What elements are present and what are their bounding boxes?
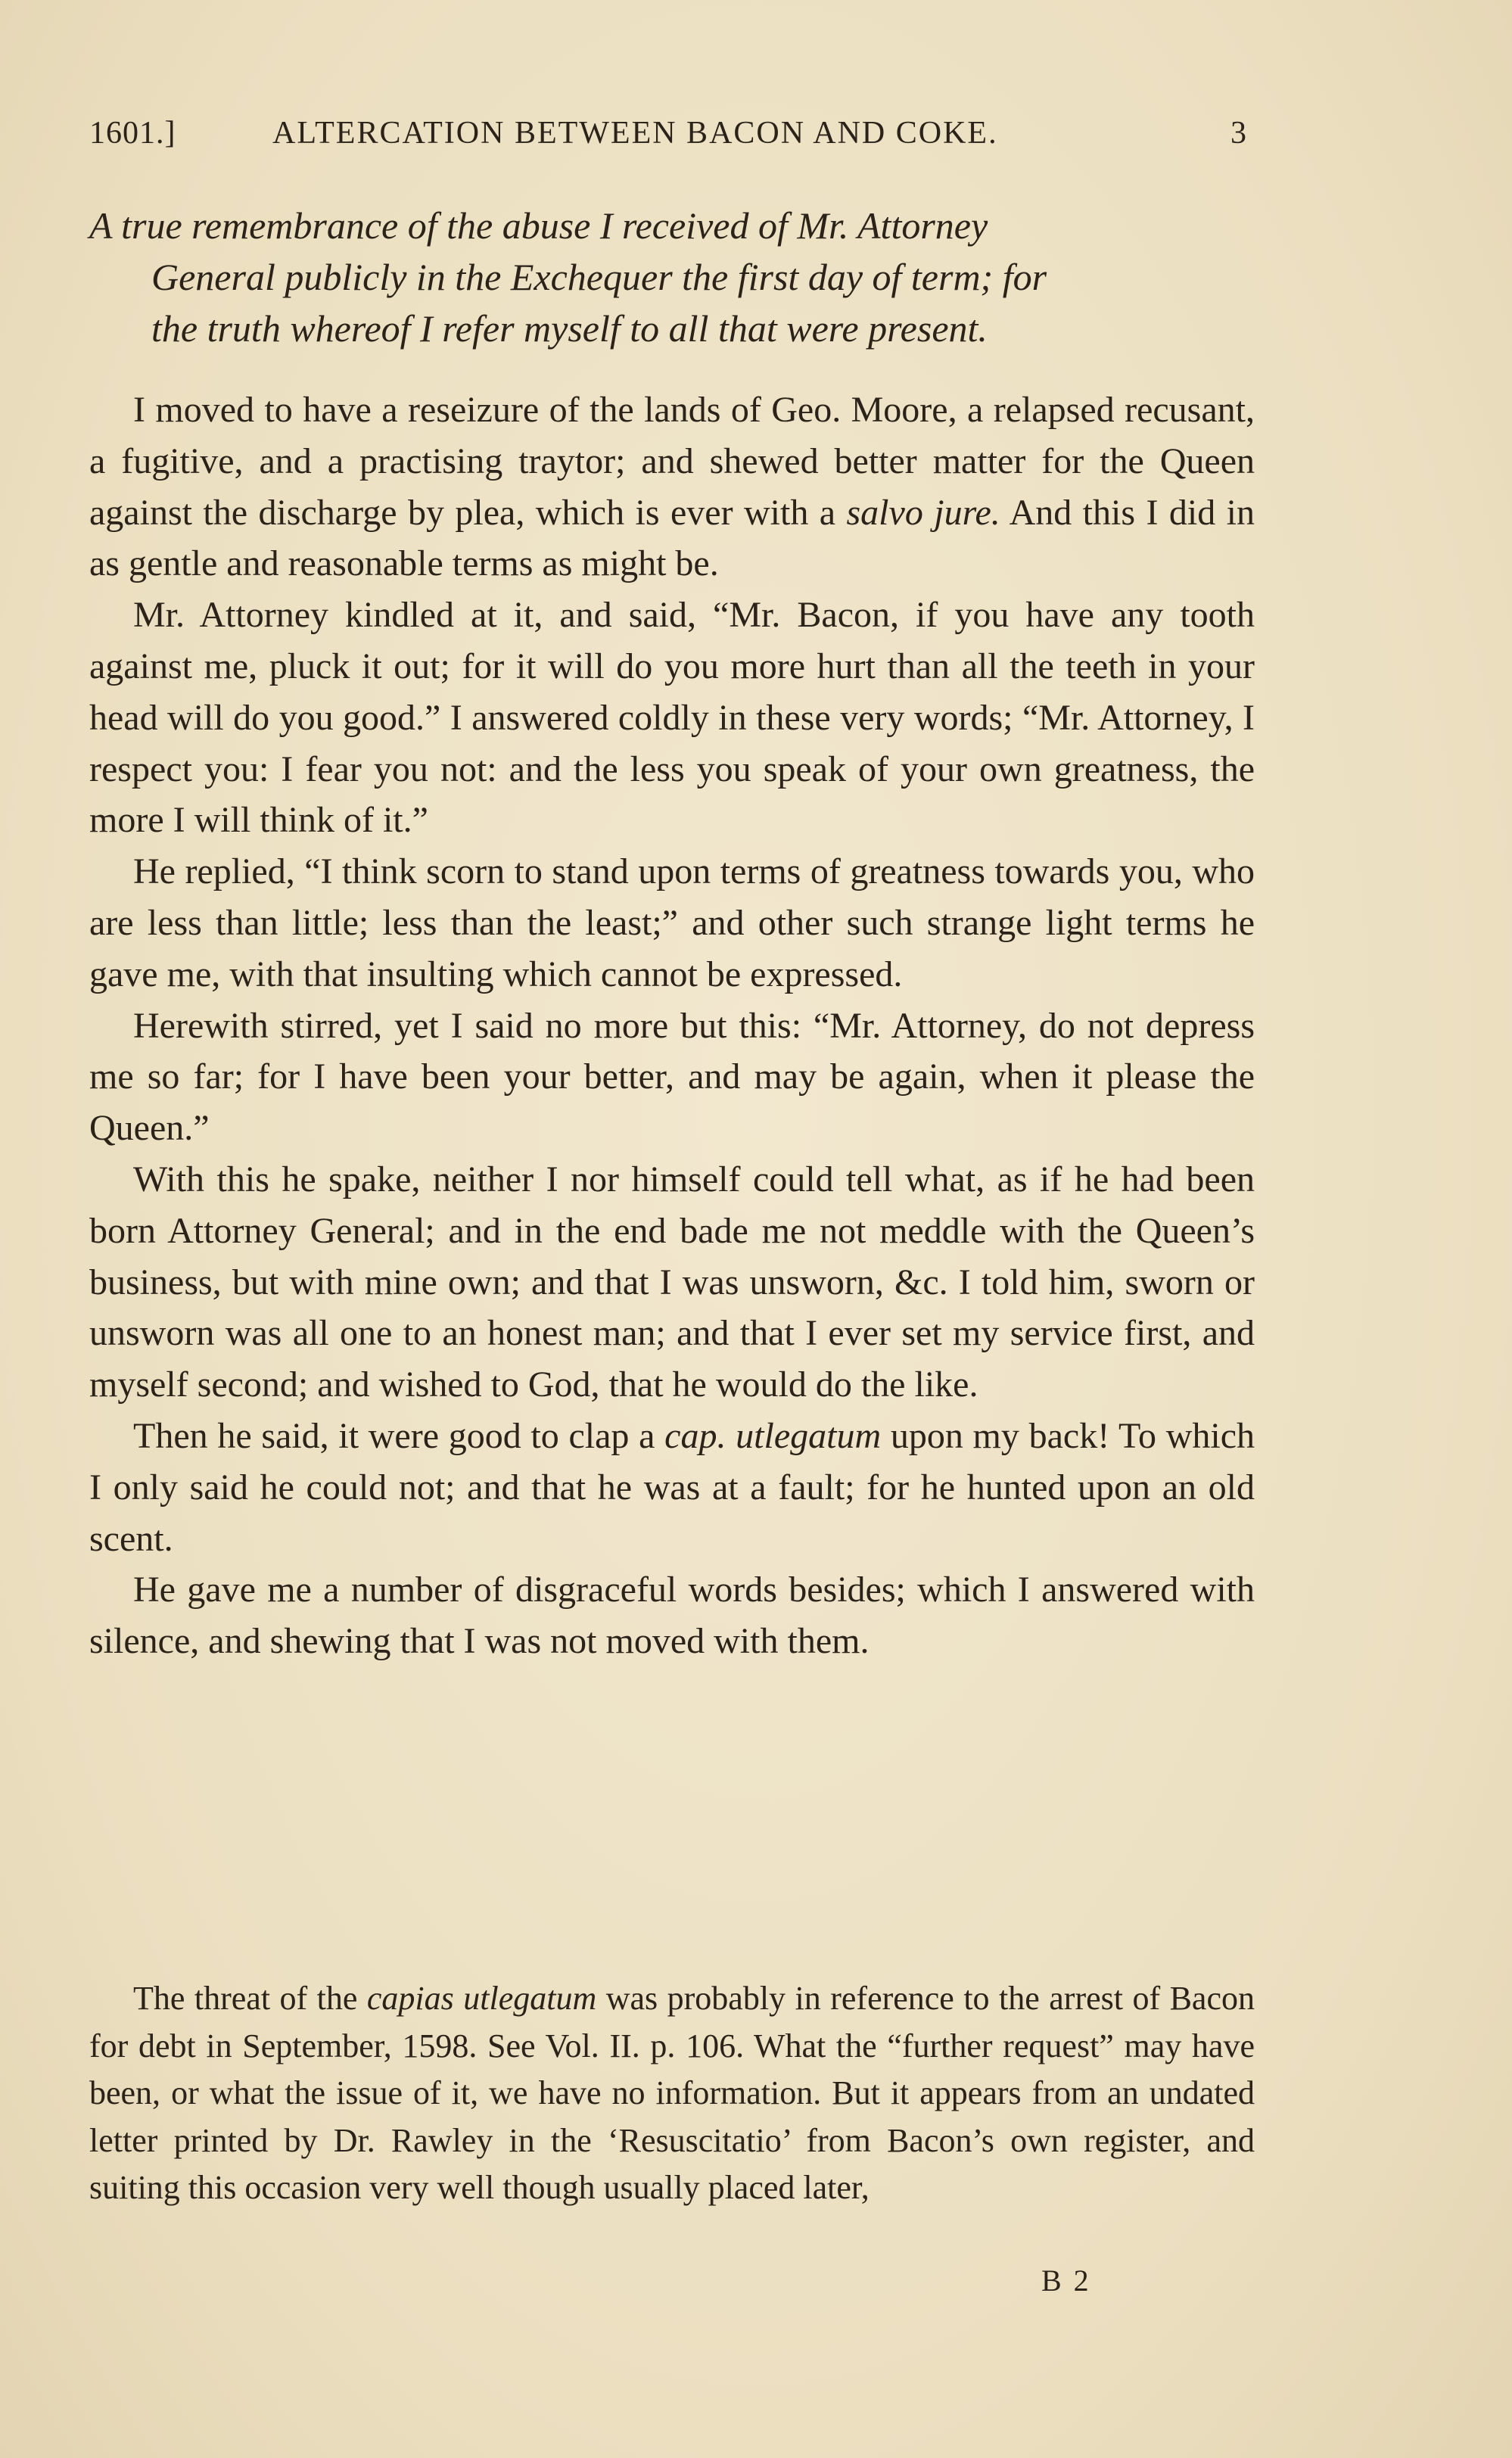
note-italic: capias utlegatum — [366, 1980, 597, 2017]
note-paragraph — [89, 1975, 1255, 2212]
paragraph-6 — [89, 1411, 1255, 1564]
running-title: ALTERCATION BETWEEN BACON AND COKE. — [272, 116, 998, 151]
paragraph-1 — [89, 384, 1255, 590]
editor-note — [89, 1975, 1255, 2212]
paragraph-3: He replied, “I think scorn to stand upon terms of greatness towards you, who are less than little; less than the least;” and other such strange light terms he gave me, with that insulting which cannot be expressed. — [89, 851, 1255, 994]
note-part-2: was probably in reference to the arrest of Bacon for debt in September, 1598. See Vol. II. p. 106. What the “further request” may have been, or what the issue of it, we have no information. But it appears from an undated letter printed by Dr. Rawley in the ‘Resuscitatio’ from Bacon’s own register, and suiting this occasion very well though usually placed later, — [89, 1980, 1255, 2206]
paragraph-6-part-2: upon my back! To which I only said he could not; and that he was at a fault; for he hunted upon an old scent. — [89, 1415, 1255, 1559]
running-header — [89, 115, 1247, 168]
paragraph-1-italic: salvo jure. — [846, 492, 1000, 533]
paragraph-7: He gave me a number of disgraceful words besides; which I answered with silence, and shewing that I was not moved with them. — [89, 1570, 1255, 1662]
page-number: 3 — [1230, 116, 1247, 151]
paragraph-6-italic: cap. utlegatum — [664, 1415, 882, 1456]
paragraph-1-part-1: I moved to have a reseizure of the lands of Geo. Moore, a relapsed recusant, a fugitive, and a practising traytor; and shewed better matter for the Queen against the discharge by plea, which is ever with a — [89, 390, 1255, 533]
heading-line-1: A true remembrance of the abuse I received of Mr. Attorney — [89, 204, 988, 247]
header-year: 1601.] — [89, 116, 176, 151]
section-heading — [89, 200, 1255, 354]
heading-line-2: General publicly in the Exchequer the first day of term; for — [151, 256, 1047, 298]
signature-mark: B 2 — [1041, 2264, 1091, 2298]
main-text — [89, 384, 1255, 1667]
note-part-1: The threat of the — [133, 1980, 367, 2017]
paragraph-5: With this he spake, neither I nor himself could tell what, as if he had been born Attorney General; and in the end bade me not meddle with the Queen’s business, but with mine own; and that I was unsworn, &c. I told him, sworn or unsworn was all one to an honest man; and that I ever set my service first, and myself second; and wished to God, that he would do the like. — [89, 1159, 1255, 1405]
heading-line-3: the truth whereof I refer myself to all that were present. — [151, 307, 988, 350]
paragraph-4: Herewith stirred, yet I said no more but this: “Mr. Attorney, do not depress me so far; for I have been your better, and may be again, when it please the Queen.” — [89, 1005, 1255, 1149]
paragraph-6-part-1: Then he said, it were good to clap a — [133, 1415, 665, 1456]
paragraph-2: Mr. Attorney kindled at it, and said, “Mr. Bacon, if you have any tooth against me, pluck it out; for it will do you more hurt than all the teeth in your head will do you good.” I answered coldly in these very words; “Mr. Attorney, I respect you: I fear you not: and the less you speak of your own greatness, the more I will think of it.” — [89, 595, 1255, 841]
paragraph-1-part-2: And this I did in as gentle and reasonable terms as might be. — [89, 492, 1255, 584]
